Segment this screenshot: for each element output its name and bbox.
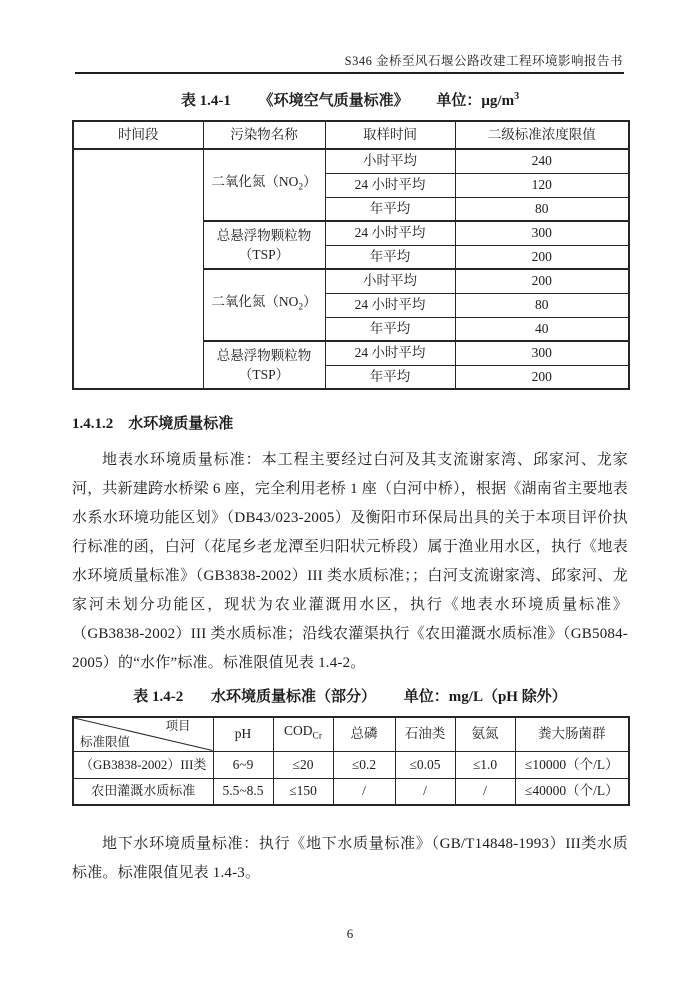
value-cell: ≤10000（个/L） [515,751,629,778]
paragraph-surface-water: 地表水环境质量标准：本工程主要经过白河及其支流谢家湾、邱家河、龙家河，共新建跨水桥梁 6 座，完全利用老桥 1 座（白河中桥），根据《湖南省主要地表水系水环境功能区划》（DB43/023-2005）及衡阳市环保局出具的关于本项目评价执行标准的函，白河（花尾乡老龙潭至归阳状元桥段）属于渔业用水区，执行《地表水环境质量标准》（GB3838-2002）III 类水质标准；；白河支流谢家湾、邱家河、龙家河未划分功能区，现状为农业灌溉用水区，执行《地表水环境质量标准》（GB3838-2002）III 类水质标准；沿线农灌渠执行《农田灌溉水质标准》（GB5084-2005）的“水作”标准。标准限值见表 1.4-2。 [72,452,628,671]
header-pollutant: 污染物名称 [203,121,325,149]
header-sampling-time: 取样时间 [325,121,455,149]
sampling-time-cell: 小时平均 [325,269,455,293]
pollutant-cell: 二氧化氮$(NO_2)$ [203,269,325,341]
limit-value-cell: 80 [455,293,629,317]
sampling-time-cell: 24 小时平均 [325,221,455,245]
table-row [73,751,629,778]
table-header-row [73,717,629,751]
table-row [73,149,629,173]
value-cell: / [395,778,455,805]
period-cell [73,149,203,389]
running-header-title: S346 金桥至风石堰公路改建工程环境影响报告书 [344,54,623,68]
value-cell: ≤0.2 [333,751,395,778]
air-quality-table [72,120,630,390]
table2-title-name: 水环境质量标准（部分） [211,689,377,705]
header-total-phosphorus: 总磷 [333,717,395,751]
header-cod: $COD_{Cr}$ [273,717,333,751]
air-quality-table-wrap [72,120,628,390]
corner-label-limit: 标准限值 [80,734,131,749]
header-petroleum: 石油类 [395,717,455,751]
value-cell: / [333,778,395,805]
section-heading: 1.4.1.2 水环境质量标准 [72,416,234,432]
header-rule [75,72,624,74]
table1-unit: 单位：$\mu g/m^3$ [436,91,520,109]
limit-value-cell: 300 [455,341,629,365]
sampling-time-cell: 年平均 [325,317,455,341]
sampling-time-cell: 年平均 [325,365,455,389]
header-limit: 二级标准浓度限值 [455,121,629,149]
value-cell: 5.5~8.5 [213,778,273,805]
paragraph-groundwater: 地下水环境质量标准：执行《地下水质量标准》（GB/T14848-1993）III类水质标准。标准限值见表 1.4-3。 [72,836,628,881]
standard-label-cell: （GB3838-2002）III类 [73,751,213,778]
limit-value-cell: 200 [455,269,629,293]
value-cell: ≤150 [273,778,333,805]
value-cell: ≤1.0 [455,751,515,778]
limit-value-cell: 120 [455,173,629,197]
table1-title-label: 表 1.4-1 [180,93,231,109]
pollutant-cell: 二氧化氮$(NO_2)$ [203,149,325,221]
limit-value-cell: 200 [455,365,629,389]
limit-value-cell: 300 [455,221,629,245]
sampling-time-cell: 24 小时平均 [325,293,455,317]
table1-unit-superscript: 3 [514,91,520,102]
table-header-row [73,121,629,149]
table2-title-label: 表 1.4-2 [133,689,184,705]
sampling-time-cell: 年平均 [325,245,455,269]
value-cell: 6~9 [213,751,273,778]
water-quality-table [72,716,630,806]
sampling-time-cell: 年平均 [325,197,455,221]
header-period: 时间段 [73,121,203,149]
corner-cell [73,717,213,751]
pollutant-cell: 总悬浮物颗粒物 （TSP） [203,221,325,269]
table1-title-name: 《环境空气质量标准》 [258,93,409,109]
sampling-time-cell: 24 小时平均 [325,341,455,365]
value-cell: ≤0.05 [395,751,455,778]
sampling-time-cell: 24 小时平均 [325,173,455,197]
table2-unit: 单位：mg/L（pH 除外） [403,689,567,705]
corner-label-item: 项目 [165,719,191,733]
limit-value-cell: 200 [455,245,629,269]
page-number: 6 [346,926,354,941]
value-cell: ≤20 [273,751,333,778]
page-content [72,86,628,888]
table1-title [72,86,628,112]
pollutant-cell: 总悬浮物颗粒物 （TSP） [203,341,325,389]
limit-value-cell: 40 [455,317,629,341]
header-ph: pH [213,717,273,751]
table-row [73,778,629,805]
limit-value-cell: 80 [455,197,629,221]
limit-value-cell: 240 [455,149,629,173]
table2-title [72,686,628,708]
standard-label-cell: 农田灌溉水质标准 [73,778,213,805]
value-cell: / [455,778,515,805]
header-fecal-coliform: 粪大肠菌群 [515,717,629,751]
value-cell: ≤40000（个/L） [515,778,629,805]
header-ammonia: 氨氮 [455,717,515,751]
sampling-time-cell: 小时平均 [325,149,455,173]
